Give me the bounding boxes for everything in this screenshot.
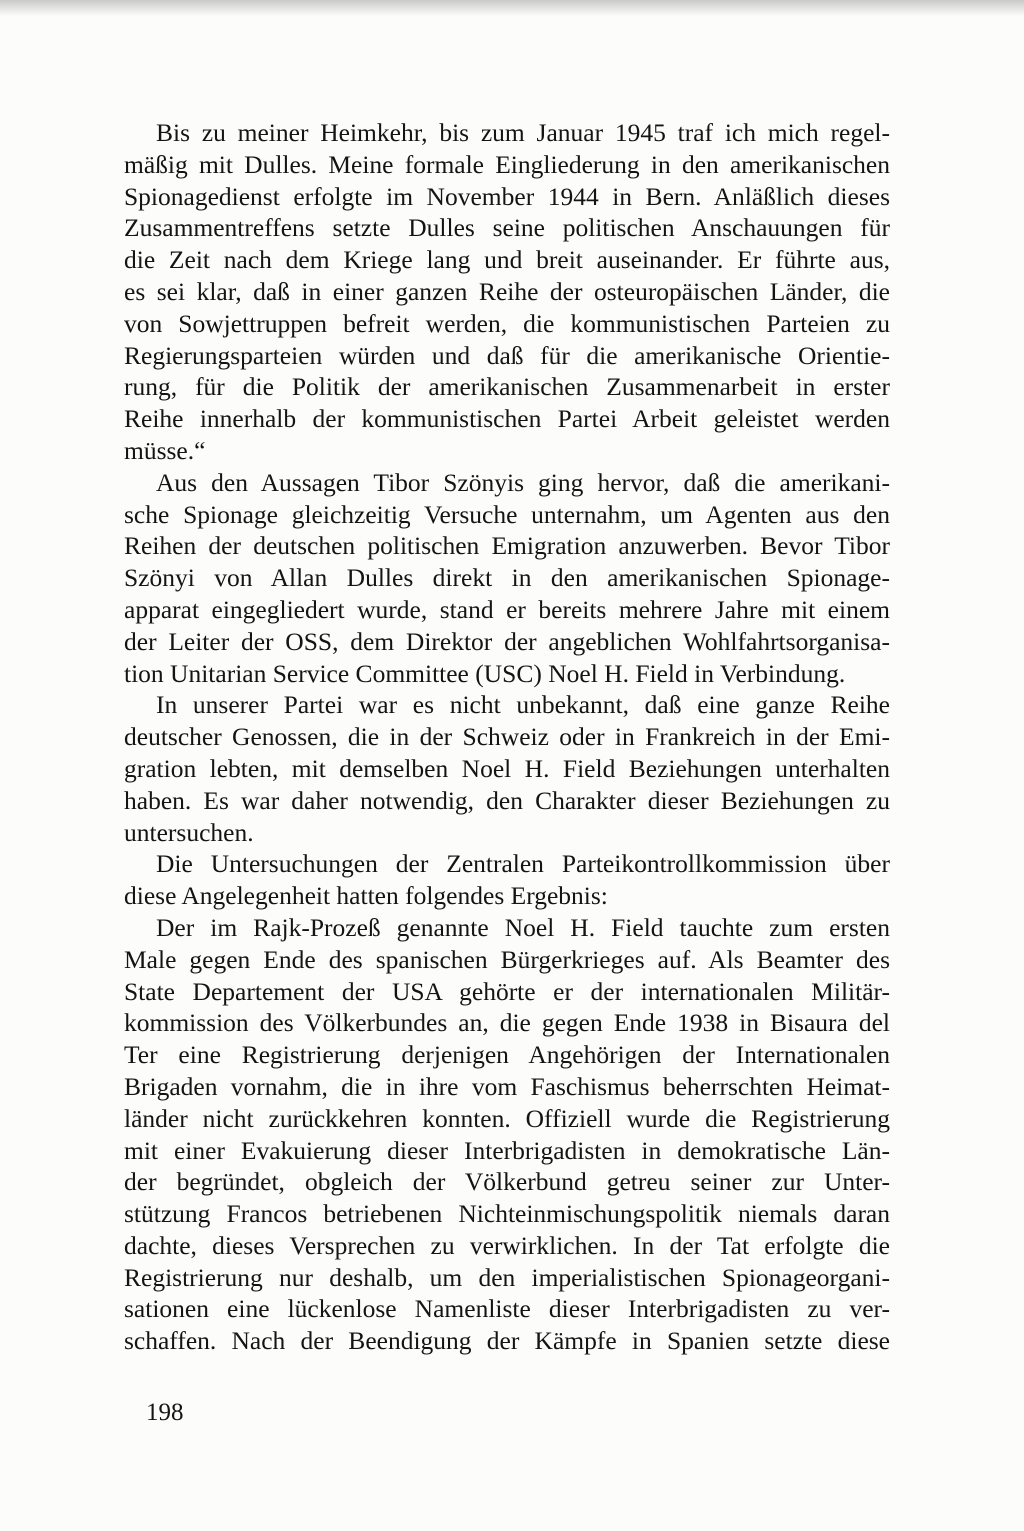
text-line: Bis zu meiner Heimkehr, bis zum Januar 1945 traf ich mich regel- [156, 118, 890, 147]
text-line: von Sowjettruppen befreit werden, die kommunistischen Parteien zu [124, 308, 890, 338]
text-line: Zusammentreffens setzte Dulles seine politischen Anschauungen für [124, 213, 890, 243]
text-line: schaffen. Nach der Beendigung der Kämpfe in Spanien setzte diese [124, 1326, 890, 1356]
text-line: es sei klar, daß in einer ganzen Reihe der osteuropäischen Länder, die [124, 276, 890, 306]
text-line: deutscher Genossen, die in der Schweiz oder in Frankreich in der Emi- [124, 722, 890, 752]
text-line: stützung Francos betriebenen Nichteinmischungspolitik niemals daran [124, 1199, 890, 1229]
body-text [124, 117, 890, 1357]
paragraph [124, 912, 890, 1357]
text-line: Spionagedienst erfolgte im November 1944 in Bern. Anläßlich dieses [124, 181, 890, 211]
text-line: sationen eine lückenlose Namenliste dieser Interbrigadisten zu ver- [124, 1294, 890, 1324]
text-line: der begründet, obgleich der Völkerbund getreu seiner zur Unter- [124, 1167, 890, 1197]
text-line: haben. Es war daher notwendig, den Charakter dieser Beziehungen zu [124, 785, 890, 815]
page-top-edge-shadow [0, 0, 1024, 16]
text-line: Die Untersuchungen der Zentralen Parteikontrollkommission über [156, 849, 890, 879]
text-line: die Zeit nach dem Kriege lang und breit auseinander. Er führte aus, [124, 245, 890, 275]
text-line: sche Spionage gleichzeitig Versuche unternahm, um Agenten aus den [124, 499, 890, 529]
text-line: Reihe innerhalb der kommunistischen Partei Arbeit geleistet werden [124, 404, 890, 434]
text-line: In unserer Partei war es nicht unbekannt, daß eine ganze Reihe [156, 690, 890, 720]
paragraph [124, 467, 890, 690]
text-line: diese Angelegenheit hatten folgendes Ergebnis: [124, 881, 608, 911]
text-line: Der im Rajk-Prozeß genannte Noel H. Field tauchte zum ersten [156, 912, 890, 942]
text-line: der Leiter der OSS, dem Direktor der angeblichen Wohlfahrtsorganisa- [124, 626, 890, 656]
text-line: Szönyi von Allan Dulles direkt in den amerikanischen Spionage- [124, 563, 890, 593]
paragraph [124, 117, 890, 467]
text-line: Registrierung nur deshalb, um den imperialistischen Spionageorgani- [124, 1262, 890, 1292]
text-line: gration lebten, mit demselben Noel H. Field Beziehungen unterhalten [124, 753, 890, 783]
text-line: dachte, dieses Versprechen zu verwirklichen. In der Tat erfolgte die [124, 1230, 890, 1260]
paragraph [124, 689, 890, 848]
text-line: rung, für die Politik der amerikanischen Zusammenarbeit in erster [124, 372, 890, 402]
page-number: 198 [146, 1399, 184, 1426]
text-line: Reihen der deutschen politischen Emigration anzuwerben. Bevor Tibor [124, 531, 890, 561]
text-line: müsse.“ [124, 435, 206, 465]
text-line: Ter eine Registrierung derjenigen Angehörigen der Internationalen [124, 1040, 890, 1070]
text-line: Aus den Aussagen Tibor Szönyis ging hervor, daß die amerikani- [156, 467, 890, 497]
paragraph [124, 848, 890, 912]
text-line: kommission des Völkerbundes an, die gegen Ende 1938 in Bisaura del [124, 1008, 890, 1038]
text-line: Regierungsparteien würden und daß für die amerikanische Orientie- [124, 340, 890, 370]
text-line: mäßig mit Dulles. Meine formale Eingliederung in den amerikanischen [124, 149, 890, 179]
text-line: untersuchen. [124, 817, 254, 847]
text-line: länder nicht zurückkehren konnten. Offiziell wurde die Registrierung [124, 1103, 890, 1133]
text-line: tion Unitarian Service Committee (USC) Noel H. Field in Verbindung. [124, 658, 846, 688]
text-line: Male gegen Ende des spanischen Bürgerkrieges auf. Als Beamter des [124, 944, 890, 974]
text-line: State Departement der USA gehörte er der internationalen Militär- [124, 976, 890, 1006]
text-line: Brigaden vornahm, die in ihre vom Faschismus beherrschten Heimat- [124, 1071, 890, 1101]
text-line: apparat eingegliedert wurde, stand er bereits mehrere Jahre mit einem [124, 594, 890, 624]
text-line: mit einer Evakuierung dieser Interbrigadisten in demokratische Län- [124, 1135, 890, 1165]
